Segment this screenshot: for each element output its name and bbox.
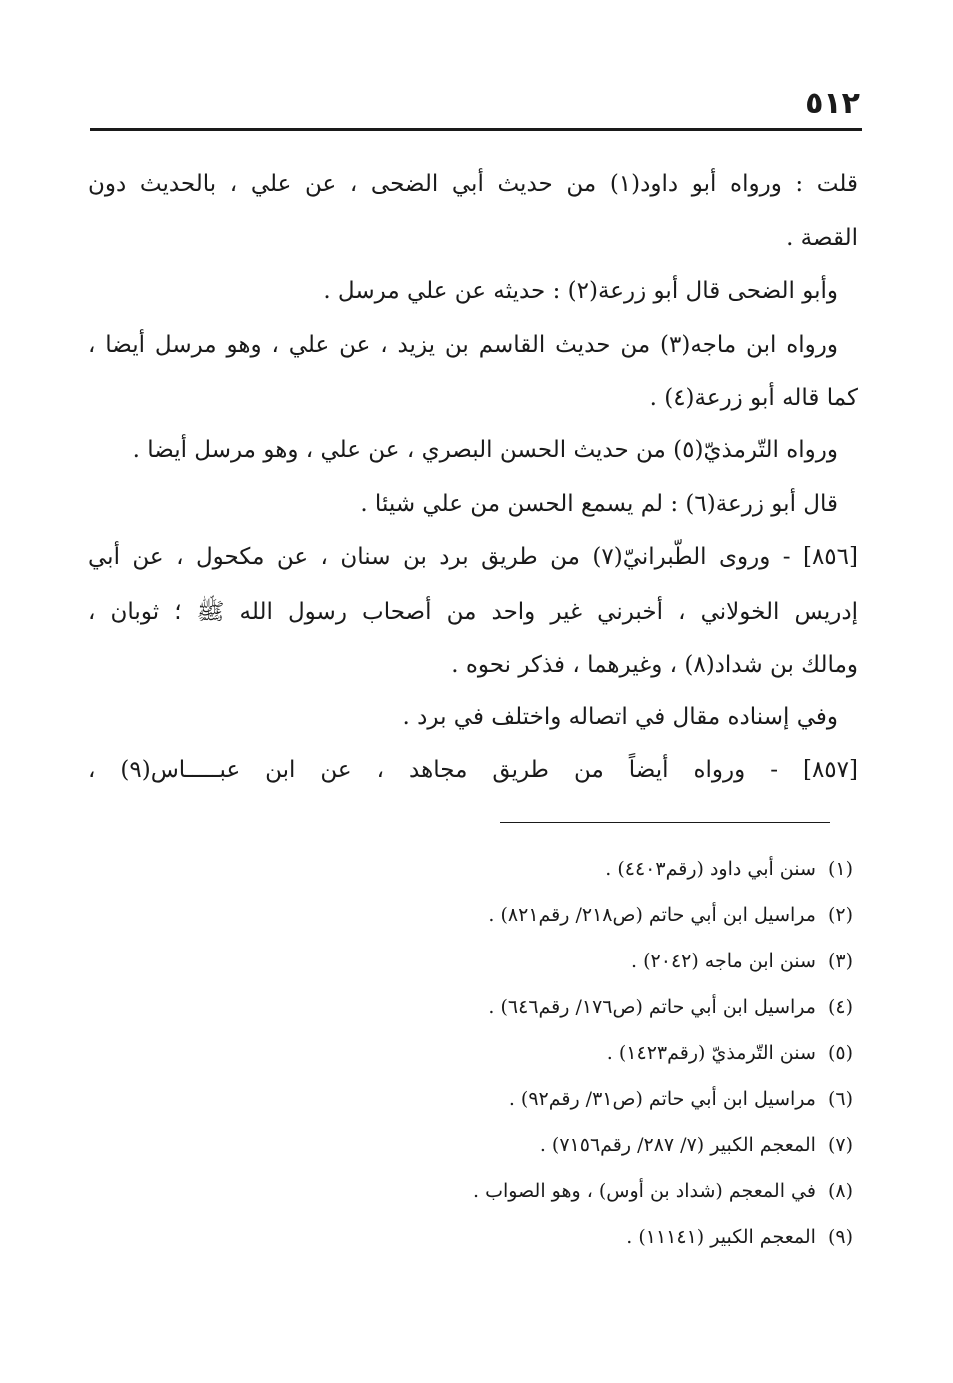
footnote-6: [153, 1081, 853, 1117]
footnote-number: (٦): [827, 1088, 853, 1110]
footnote-number: (٥): [827, 1042, 853, 1064]
body-line-1: قلت : ورواه أبو داود(١) من حديث أبي الضحى ، عن علي ، بالحديث دون: [88, 171, 858, 197]
page-number: ٥١٢: [805, 86, 860, 121]
body-line-9: إدريس الخولاني ، أخبرني غير واحد من أصحاب رسول الله ﷺ ؛ ثوبان ،: [88, 599, 858, 625]
body-line-12: [٨٥٧] - ورواه أيضاً من طريق مجاهد ، عن ابن عبـــــاس(٩) ،: [88, 757, 858, 783]
footnote-number: (٢): [827, 904, 853, 926]
footnote-text: سنن أبي داود (رقم٤٤٠٣) .: [605, 858, 816, 880]
footnote-text: مراسيل ابن أبي حاتم (ص١٧٦/ رقم٦٤٦) .: [488, 996, 816, 1018]
footnote-number: (٧): [827, 1134, 853, 1156]
body-line-7: قال أبو زرعة(٦) : لم يسمع الحسن من علي شيئا .: [360, 491, 838, 517]
footnote-text: سنن ابن ماجه (٢٠٤٢) .: [631, 950, 816, 972]
footnote-text: مراسيل ابن أبي حاتم (ص٢١٨/ رقم٨٢١) .: [488, 904, 816, 926]
footnote-9: [153, 1219, 853, 1255]
footnote-number: (٩): [827, 1226, 853, 1248]
body-line-4: ورواه ابن ماجه(٣) من حديث القاسم بن يزيد ، عن علي ، وهو مرسل أيضا ،: [88, 332, 838, 358]
footnote-text: المعجم الكبير (١١١٤١) .: [626, 1226, 816, 1248]
footnote-text: المعجم الكبير (٧/ ٢٨٧/ رقم٧١٥٦) .: [539, 1134, 816, 1156]
footnote-rule: [500, 822, 830, 823]
footnote-5: [153, 1035, 853, 1071]
footnote-4: [153, 989, 853, 1025]
body-line-8: [٨٥٦] - وروى الطّبرانيّ(٧) من طريق برد بن سنان ، عن مكحول ، عن أبي: [88, 544, 858, 570]
body-line-5: كما قاله أبو زرعة(٤) .: [649, 385, 858, 411]
body-line-11: وفي إسناده مقال في اتصاله واختلف في برد .: [402, 704, 838, 730]
footnote-text: سنن التّرمذيّ (رقم١٤٢٣) .: [606, 1042, 816, 1064]
footnote-number: (٤): [827, 996, 853, 1018]
footnote-7: [153, 1127, 853, 1163]
body-line-6: ورواه التّرمذيّ(٥) من حديث الحسن البصري ، عن علي ، وهو مرسل أيضا .: [132, 437, 838, 463]
body-line-2: القصة .: [786, 225, 858, 251]
footnote-text: في المعجم (شداد بن أوس) ، وهو الصواب .: [473, 1180, 816, 1202]
footnote-number: (٣): [827, 950, 853, 972]
footnote-3: [153, 943, 853, 979]
body-line-3: وأبو الضحى قال أبو زرعة(٢) : حديثه عن علي مرسل .: [323, 278, 838, 304]
footnote-2: [153, 897, 853, 933]
footnote-1: [153, 851, 853, 887]
footnote-8: [153, 1173, 853, 1209]
header-rule: [90, 128, 862, 131]
footnote-number: (١): [827, 858, 853, 880]
footnote-number: (٨): [827, 1180, 853, 1202]
body-line-10: ومالك بن شداد(٨) ، وغيرهما ، فذكر نحوه .: [451, 652, 858, 678]
footnote-text: مراسيل ابن أبي حاتم (ص٣١/ رقم٩٢) .: [508, 1088, 816, 1110]
